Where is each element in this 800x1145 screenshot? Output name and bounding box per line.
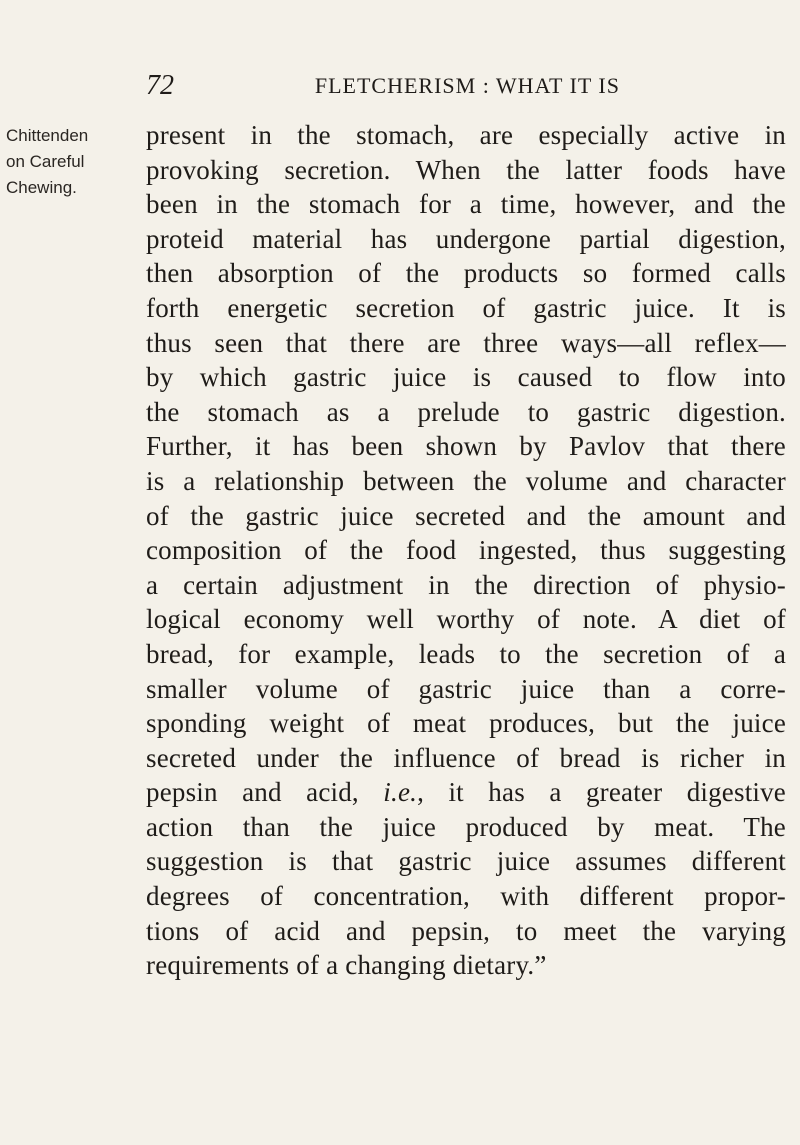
italic-abbreviation: i.e.: [383, 777, 418, 808]
running-head: FLETCHERISM : WHAT IT IS: [314, 73, 620, 98]
text-line: Further, it has been shown by Pavlov that there: [146, 431, 786, 462]
page-number: 72: [146, 70, 174, 101]
text-line: secreted under the influence of bread is richer in: [146, 742, 786, 773]
text-line: action than the juice produced by meat. The: [146, 811, 786, 842]
text-line: smaller volume of gastric juice than a corre-: [146, 673, 786, 704]
text-line: bread, for example, leads to the secretion of a: [146, 638, 786, 669]
text-line: forth energetic secretion of gastric juice. It is: [146, 292, 786, 323]
text-line: sponding weight of meat produces, but the juice: [146, 708, 786, 739]
text-line: then absorption of the products so formed calls: [146, 258, 786, 289]
text-line: logical economy well worthy of note. A diet of: [146, 604, 786, 635]
text-line: composition of the food ingested, thus suggesting: [146, 535, 786, 566]
text-line: present in the stomach, are especially active in: [146, 120, 786, 150]
text-line: [146, 775, 786, 810]
text-line: degrees of concentration, with different propor-: [146, 881, 786, 912]
text-line: the stomach as a prelude to gastric digestion.: [146, 396, 786, 427]
text-line: by which gastric juice is caused to flow into: [146, 362, 786, 393]
margin-note: [6, 123, 142, 201]
text-line: of the gastric juice secreted and the amount and: [146, 500, 786, 531]
body-text: [146, 118, 786, 983]
text-line: requirements of a changing dietary.”: [146, 950, 547, 981]
text-line: proteid material has undergone partial digestion,: [146, 223, 786, 254]
text-line: been in the stomach for a time, however, and the: [146, 189, 786, 220]
text-line: tions of acid and pepsin, to meet the varying: [146, 915, 786, 946]
text-fragment: , it has a greater digestive: [417, 777, 786, 808]
text-line: is a relationship between the volume and character: [146, 465, 786, 496]
margin-note-line: on Careful: [6, 152, 85, 171]
text-line: thus seen that there are three ways—all reflex—: [146, 327, 786, 358]
text-line: a certain adjustment in the direction of physio-: [146, 569, 786, 600]
margin-note-line: Chittenden: [6, 126, 89, 145]
text-line: suggestion is that gastric juice assumes different: [146, 846, 786, 877]
margin-note-line: Chewing.: [6, 178, 77, 197]
page-header: [146, 66, 626, 106]
text-fragment: pepsin and acid,: [146, 777, 384, 808]
text-line: provoking secretion. When the latter foods have: [146, 154, 786, 185]
